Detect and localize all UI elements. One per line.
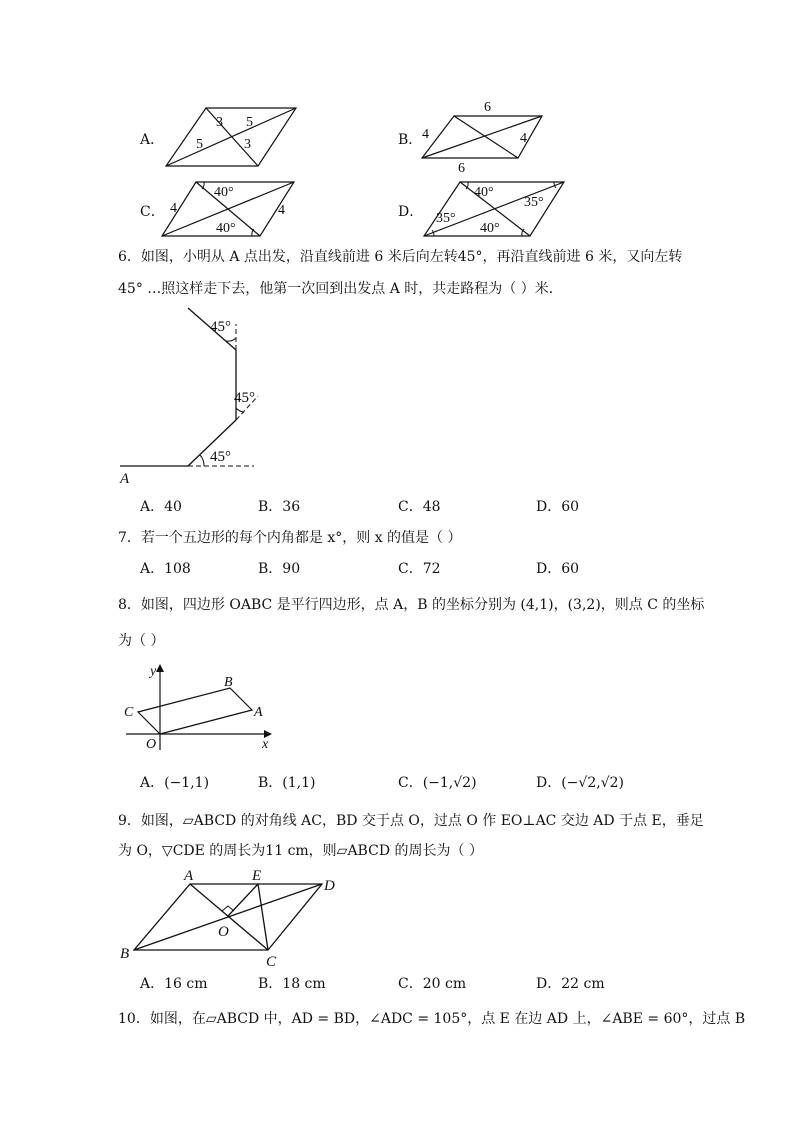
q5d-num: 40° — [474, 185, 494, 200]
q5b-num: 6 — [458, 161, 465, 176]
q7-option-a[interactable]: A．108 — [140, 561, 191, 577]
q8-point-b: B — [224, 675, 233, 690]
q8-point-a: A — [254, 705, 263, 720]
q7-option-b[interactable]: B．90 — [258, 561, 301, 577]
q9-point-o: O — [218, 924, 229, 940]
q8-option-b[interactable]: B．(1,1) — [258, 775, 316, 791]
q8-option-c[interactable]: C．(−1,√2) — [398, 775, 477, 791]
q6-stem-line2: 45° …照这样走下去，他第一次回到出发点 A 时，共走路程为（ ）米． — [118, 281, 563, 297]
q5c-num: 4 — [170, 201, 177, 216]
q5-option-a-label[interactable]: A． — [140, 132, 165, 148]
q8-option-d[interactable]: D．(−√2,√2) — [536, 775, 624, 791]
q5c-num: 4 — [278, 203, 285, 218]
q5d-num: 40° — [480, 221, 500, 236]
q6-angle-label: 45° — [210, 319, 231, 335]
q5-figure-a — [160, 104, 300, 170]
q9-stem-line1: 9．如图，▱ABCD 的对角线 AC，BD 交于点 O，过点 O 作 EO⊥AC 交边 AD 于点 E，垂足 — [118, 813, 704, 829]
q5a-num: 5 — [196, 137, 203, 152]
q9-point-a: A — [184, 868, 194, 884]
q5b-num: 4 — [520, 131, 527, 146]
q6-angle-label: 45° — [234, 390, 255, 406]
q5-option-b-label[interactable]: B． — [398, 132, 423, 148]
q9-stem-line2: 为 O，▽CDE 的周长为11 cm，则▱ABCD 的周长为（ ） — [118, 843, 483, 859]
q8-stem-line1: 8．如图，四边形 OABC 是平行四边形，点 A，B 的坐标分别为 (4,1)，(3,2)，则点 C 的坐标 — [118, 597, 705, 613]
q6-option-b[interactable]: B．36 — [258, 499, 301, 515]
q10-stem-line1: 10．如图，在▱ABCD 中，AD = BD，∠ADC = 105°，点 E 在边 AD 上，∠ABE = 60°，过点 B — [118, 1011, 746, 1027]
q5-option-c-label[interactable]: C． — [140, 204, 165, 220]
q5-figure-b — [418, 98, 548, 174]
q7-option-d[interactable]: D．60 — [536, 561, 580, 577]
q9-figure — [118, 866, 348, 972]
q5b-num: 6 — [484, 100, 491, 115]
q7-option-c[interactable]: C．72 — [398, 561, 441, 577]
q6-stem-line1: 6．如图，小明从 A 点出发，沿直线前进 6 米后向左转45°，再沿直线前进 6 米，又向左转 — [118, 249, 683, 265]
q8-point-o: O — [146, 737, 157, 752]
q8-stem-line2: 为（ ） — [118, 633, 165, 649]
q8-axis-x: x — [262, 737, 269, 752]
q6-point-a: A — [120, 471, 130, 487]
q9-point-e: E — [252, 868, 262, 884]
q5-figure-c — [160, 180, 300, 240]
q5-figure-d — [420, 180, 570, 240]
q5b-num: 4 — [422, 127, 429, 142]
q9-point-d: D — [324, 878, 335, 894]
q6-figure — [118, 304, 268, 487]
q5d-num: 35° — [524, 195, 544, 210]
q5-option-d-label[interactable]: D． — [398, 204, 424, 220]
q9-option-a[interactable]: A．16 cm — [140, 976, 208, 992]
q8-option-a[interactable]: A．(−1,1) — [140, 775, 210, 791]
q9-option-c[interactable]: C．20 cm — [398, 976, 467, 992]
q6-option-c[interactable]: C．48 — [398, 499, 441, 515]
q7-stem: 7．若一个五边形的每个内角都是 x°，则 x 的值是（ ） — [118, 530, 462, 546]
q5a-num: 5 — [246, 115, 253, 130]
q6-option-d[interactable]: D．60 — [536, 499, 580, 515]
q9-point-b: B — [120, 946, 130, 962]
q5c-num: 40° — [214, 185, 234, 200]
q5d-num: 35° — [436, 211, 456, 226]
q8-point-c: C — [124, 705, 134, 720]
q9-point-c: C — [266, 954, 277, 970]
q5a-num: 3 — [244, 137, 251, 152]
q6-option-a[interactable]: A．40 — [140, 499, 182, 515]
q8-figure — [122, 660, 282, 752]
q5a-num: 3 — [216, 115, 223, 130]
q6-angle-label: 45° — [210, 449, 231, 465]
q5c-num: 40° — [216, 221, 236, 236]
q9-option-d[interactable]: D．22 cm — [536, 976, 605, 992]
q8-axis-y: y — [150, 664, 157, 679]
q9-option-b[interactable]: B．18 cm — [258, 976, 326, 992]
